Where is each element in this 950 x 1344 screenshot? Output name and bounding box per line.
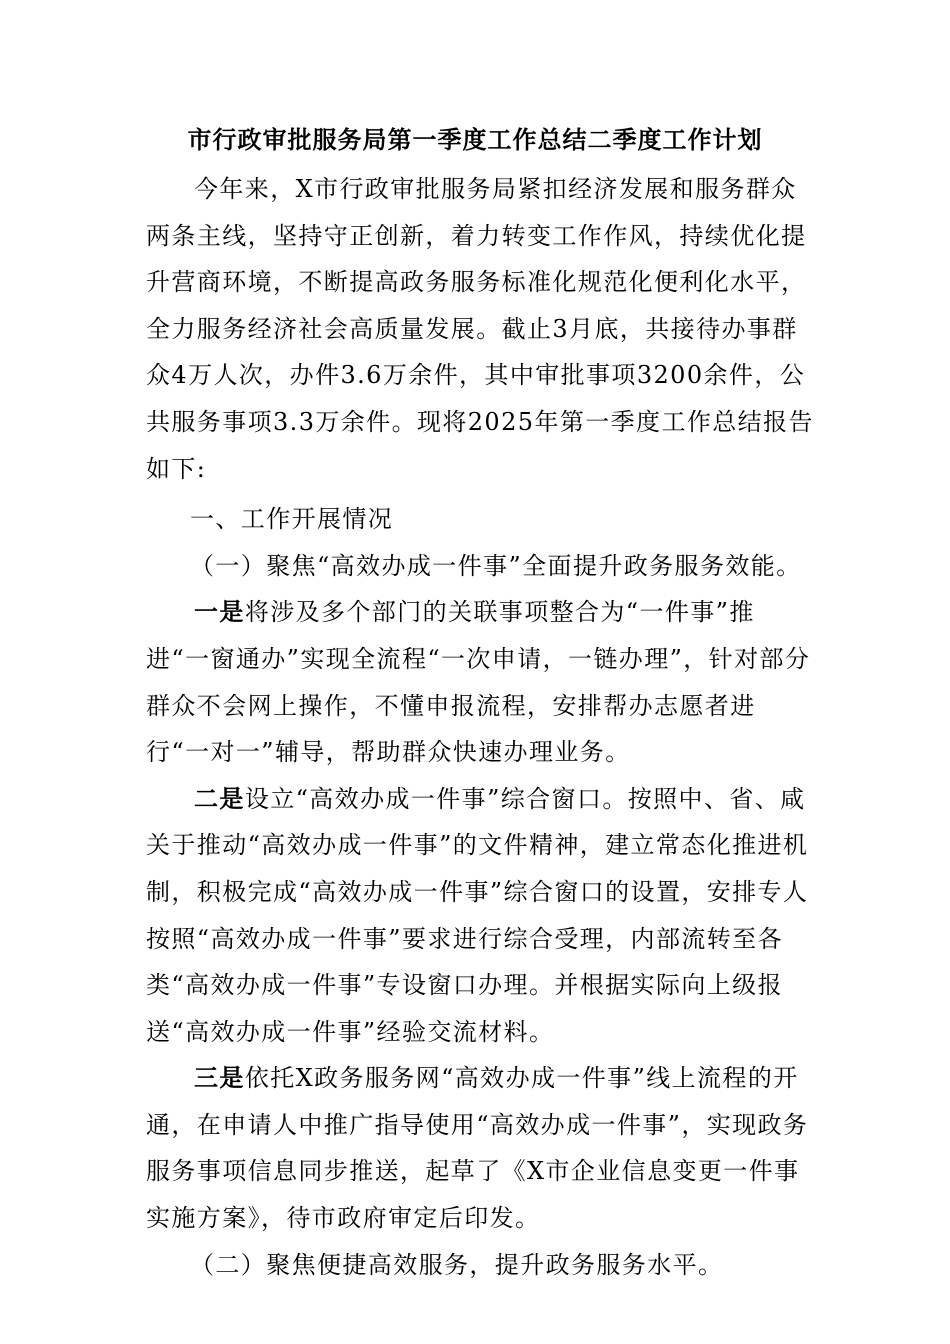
item-paragraph-1 [146,589,816,775]
document-body [146,166,816,1288]
document-title: 市行政审批服务局第一季度工作总结二季度工作计划 [187,126,763,154]
section-heading: 一、工作开展情况 [190,505,394,534]
intro-paragraph: 今年来，X市行政审批服务局紧扣经济发展和服务群众两条主线，坚持守正创新，着力转变工作作风，持续优化提升营商环境，不断提高政务服务标准化规范化便利化水平，全力服务经济社会高质量发展。截止3月底，共接待办事群众4万人次，办件3.6万余件，其中审批事项3200余件，公共服务事项3.3万余件。现将2025年第一季度工作总结报告如下: [146,175,814,483]
item-text-3: 依托X政务服务网“高效办成一件事”线上流程的开通，在申请人中推广指导使用“高效办成一件事”，实现政务服务事项信息同步推送，起草了《X市企业信息变更一件事实施方案》，待市政府审定后印发。 [146,1064,809,1233]
item-lead-2: 二是 [194,784,245,813]
item-paragraph-3 [146,1055,816,1241]
item-paragraph-2 [146,776,816,1056]
subsection-heading-2: （二）聚焦便捷高效服务，提升政务服务水平。 [190,1250,724,1279]
item-text-2: 设立“高效办成一件事”综合窗口。按照中、省、咸关于推动“高效办成一件事”的文件精神，建立常态化推进机制，积极完成“高效办成一件事”综合窗口的设置，安排专人按照“高效办成一件事”要求进行综合受理，内部流转至各类“高效办成一件事”专设窗口办理。并根据实际向上级报送“高效办成一件事”经验交流材料。 [146,784,809,1046]
item-lead-3: 三是 [194,1064,245,1093]
item-text-1: 将涉及多个部门的关联事项整合为“一件事”推进“一窗通办”实现全流程“一次申请，一链办理”，针对部分群众不会网上操作，不懂申报流程，安排帮办志愿者进行“一对一”辅导，帮助群众快速办理业务。 [146,598,811,767]
subsection-heading-1: （一）聚焦“高效办成一件事”全面提升政务服务效能。 [190,551,802,580]
item-lead-1: 一是 [194,598,245,627]
